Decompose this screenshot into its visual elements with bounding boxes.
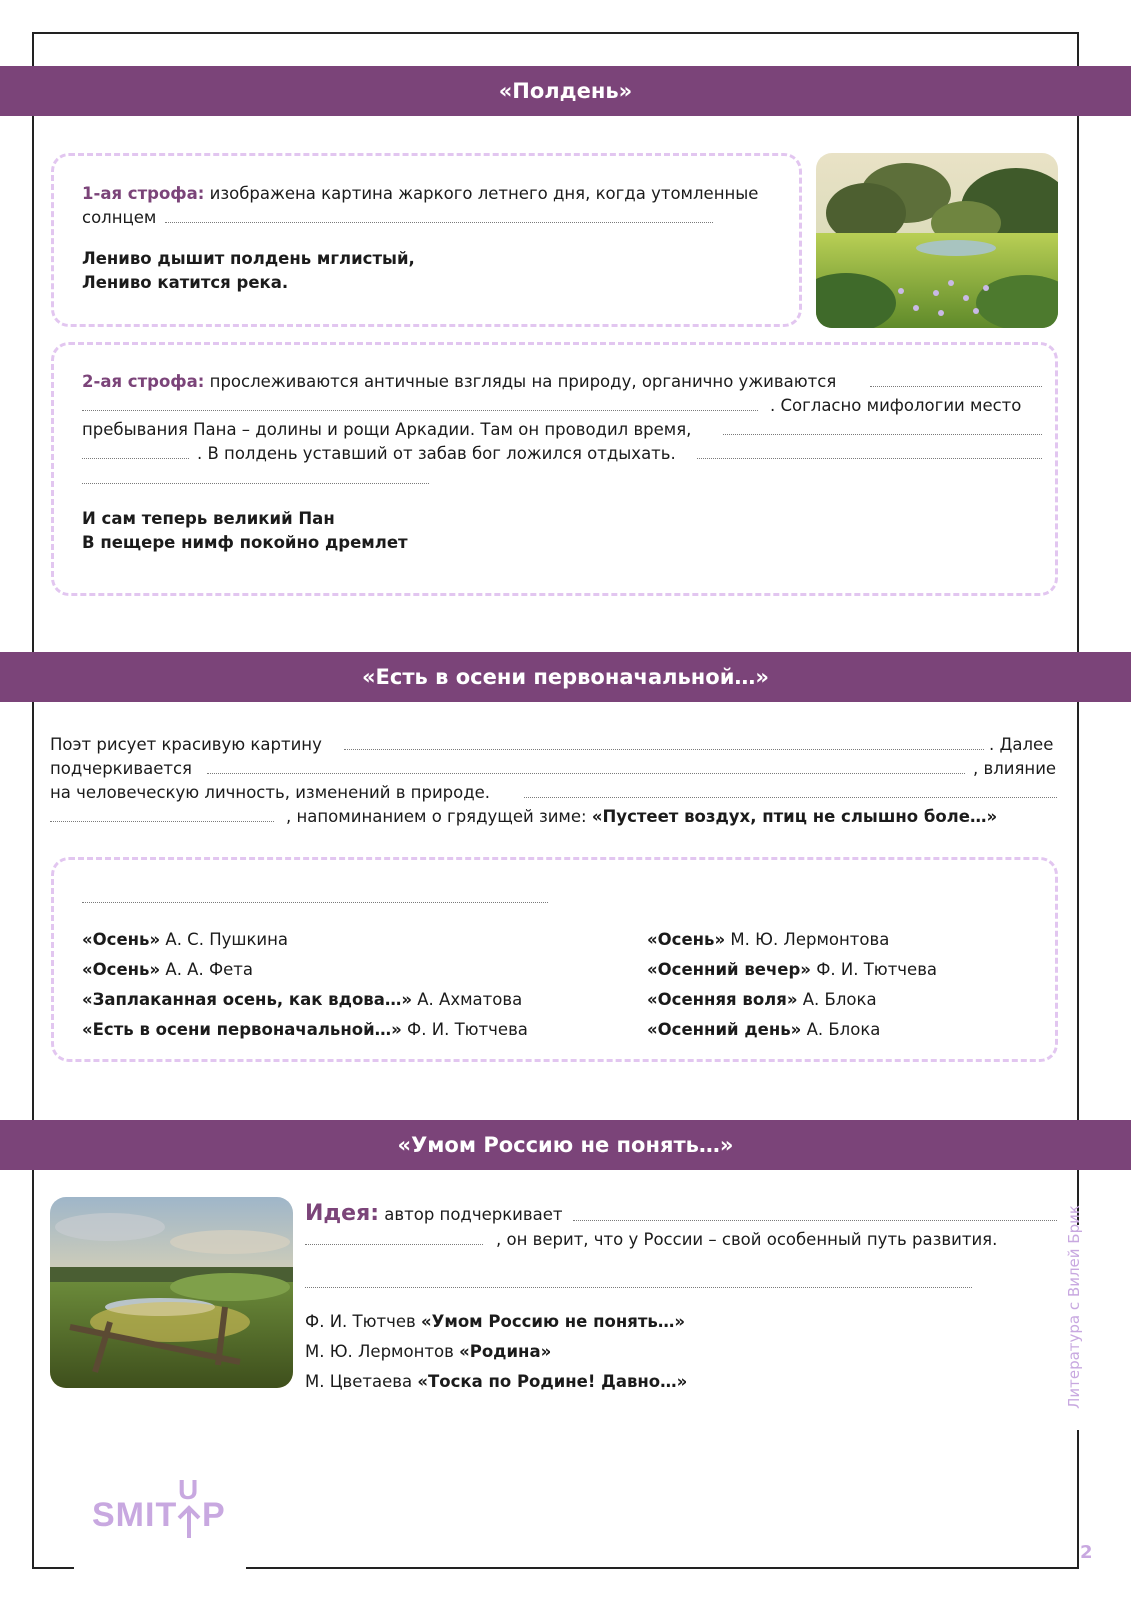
blank-line (82, 458, 189, 459)
work-title: «Осенняя воля» (647, 990, 798, 1009)
work-author: М. Ю. Лермонтов (305, 1342, 460, 1361)
stanza2-quote1: И сам теперь великий Пан (82, 509, 335, 528)
blank-line (207, 773, 965, 774)
blank-line (82, 410, 758, 411)
page-frame-left (32, 32, 34, 1569)
blank-line (697, 458, 1042, 459)
work-item (647, 988, 877, 1012)
stanza1-box (51, 153, 802, 327)
russia-text2: , он верит, что у России – свой особенный путь развития. (496, 1230, 998, 1249)
stanza1-line1 (82, 182, 758, 206)
autumn-p4 (286, 805, 997, 829)
russia-work (305, 1340, 551, 1364)
work-author: А. Блока (801, 1020, 881, 1039)
stanza2-quote2: В пещере нимф покойно дремлет (82, 533, 408, 552)
autumn-p1: Поэт рисует красивую картину (50, 735, 322, 754)
stanza2-text1: прослеживаются античные взгляды на природу, органично уживаются (204, 372, 837, 391)
work-title: «Тоска по Родине! Давно…» (417, 1372, 688, 1391)
work-title: «Осень» (82, 960, 161, 979)
blank-line (870, 386, 1042, 387)
work-author: М. Цветаева (305, 1372, 418, 1391)
work-title: «Заплаканная осень, как вдова…» (82, 990, 413, 1009)
stanza1-label: 1-ая строфа: (82, 184, 205, 203)
work-author: Ф. И. Тютчев (305, 1312, 421, 1331)
idea-text: автор подчеркивает (379, 1205, 563, 1224)
stanza2-text2: . Согласно мифологии место (770, 396, 1022, 415)
page-number: 2 (1080, 1542, 1093, 1563)
work-author: А. А. Фета (160, 960, 254, 979)
page-frame-bottom (32, 1567, 74, 1569)
work-author: А. Ахматова (412, 990, 523, 1009)
blank-line (573, 1220, 1057, 1221)
page-frame-right-lower (1077, 1430, 1079, 1569)
smitup-logo (92, 1474, 242, 1540)
work-author: А. Блока (797, 990, 877, 1009)
russia-work (305, 1310, 685, 1334)
work-item (647, 958, 937, 982)
page-frame-top (32, 32, 1079, 34)
stanza2-label: 2-ая строфа: (82, 372, 205, 391)
blank-line (82, 902, 548, 903)
section-title-russia: «Умом Россию не понять…» (0, 1120, 1131, 1170)
logo-p: P (202, 1496, 225, 1534)
blank-line (305, 1244, 483, 1245)
russia-work (305, 1370, 687, 1394)
section-title-noon: «Полдень» (0, 66, 1131, 116)
blank-line (344, 749, 984, 750)
work-item (82, 988, 522, 1012)
stanza2-text4: . В полдень уставший от забав бог ложился отдыхать. (197, 444, 676, 463)
stanza2-line1 (82, 370, 836, 394)
autumn-quote: «Пустеет воздух, птиц не слышно боле…» (591, 807, 998, 826)
blank-line (723, 434, 1042, 435)
work-title: «Есть в осени первоначальной…» (82, 1020, 402, 1039)
blank-line (82, 483, 429, 484)
stanza1-text2: солнцем (82, 208, 157, 227)
autumn-p2: подчеркивается (50, 759, 192, 778)
work-item (82, 928, 288, 952)
stanza1-quote2: Лениво катится река. (82, 273, 289, 292)
arrow-up-icon (176, 1502, 202, 1538)
logo-text: SMIT (92, 1496, 178, 1534)
work-item (647, 928, 889, 952)
idea-label: Идея: (305, 1201, 380, 1226)
work-title: «Осень» (647, 930, 726, 949)
work-title: «Умом Россию не понять…» (420, 1312, 685, 1331)
work-author: Ф. И. Тютчева (810, 960, 938, 979)
page-frame-right (1077, 32, 1079, 1225)
work-title: «Осенний вечер» (647, 960, 811, 979)
stanza2-text3: пребывания Пана – долины и рощи Аркадии. Там он проводил время, (82, 420, 692, 439)
page-frame-bottom-right (246, 1567, 1079, 1569)
logo-u: U (178, 1474, 199, 1505)
summer-meadow-image (816, 153, 1058, 328)
work-title: «Родина» (459, 1342, 552, 1361)
idea-line (305, 1202, 563, 1227)
work-item (82, 958, 253, 982)
blank-line (305, 1287, 972, 1288)
work-author: Ф. И. Тютчева (401, 1020, 528, 1039)
autumn-p4-text: , напоминанием о грядущей зиме: (286, 807, 587, 826)
blank-line (165, 222, 713, 223)
section-title-autumn: «Есть в осени первоначальной…» (0, 652, 1131, 702)
work-item (647, 1018, 880, 1042)
blank-line (50, 821, 274, 822)
blank-line (524, 797, 1057, 798)
stanza1-quote1: Лениво дышит полдень мглистый, (82, 249, 415, 268)
work-title: «Осень» (82, 930, 161, 949)
work-author: М. Ю. Лермонтова (725, 930, 890, 949)
work-title: «Осенний день» (647, 1020, 802, 1039)
countryside-image (50, 1197, 293, 1388)
autumn-p3: на человеческую личность, изменений в природе. (50, 783, 491, 802)
side-caption: Литература с Вилей Брик (1065, 1205, 1083, 1409)
work-author: А. С. Пушкина (160, 930, 289, 949)
stanza1-text1: изображена картина жаркого летнего дня, когда утомленные (204, 184, 759, 203)
autumn-p1-end: . Далее (989, 735, 1054, 754)
autumn-p2-end: , влияние (973, 759, 1057, 778)
work-item (82, 1018, 528, 1042)
